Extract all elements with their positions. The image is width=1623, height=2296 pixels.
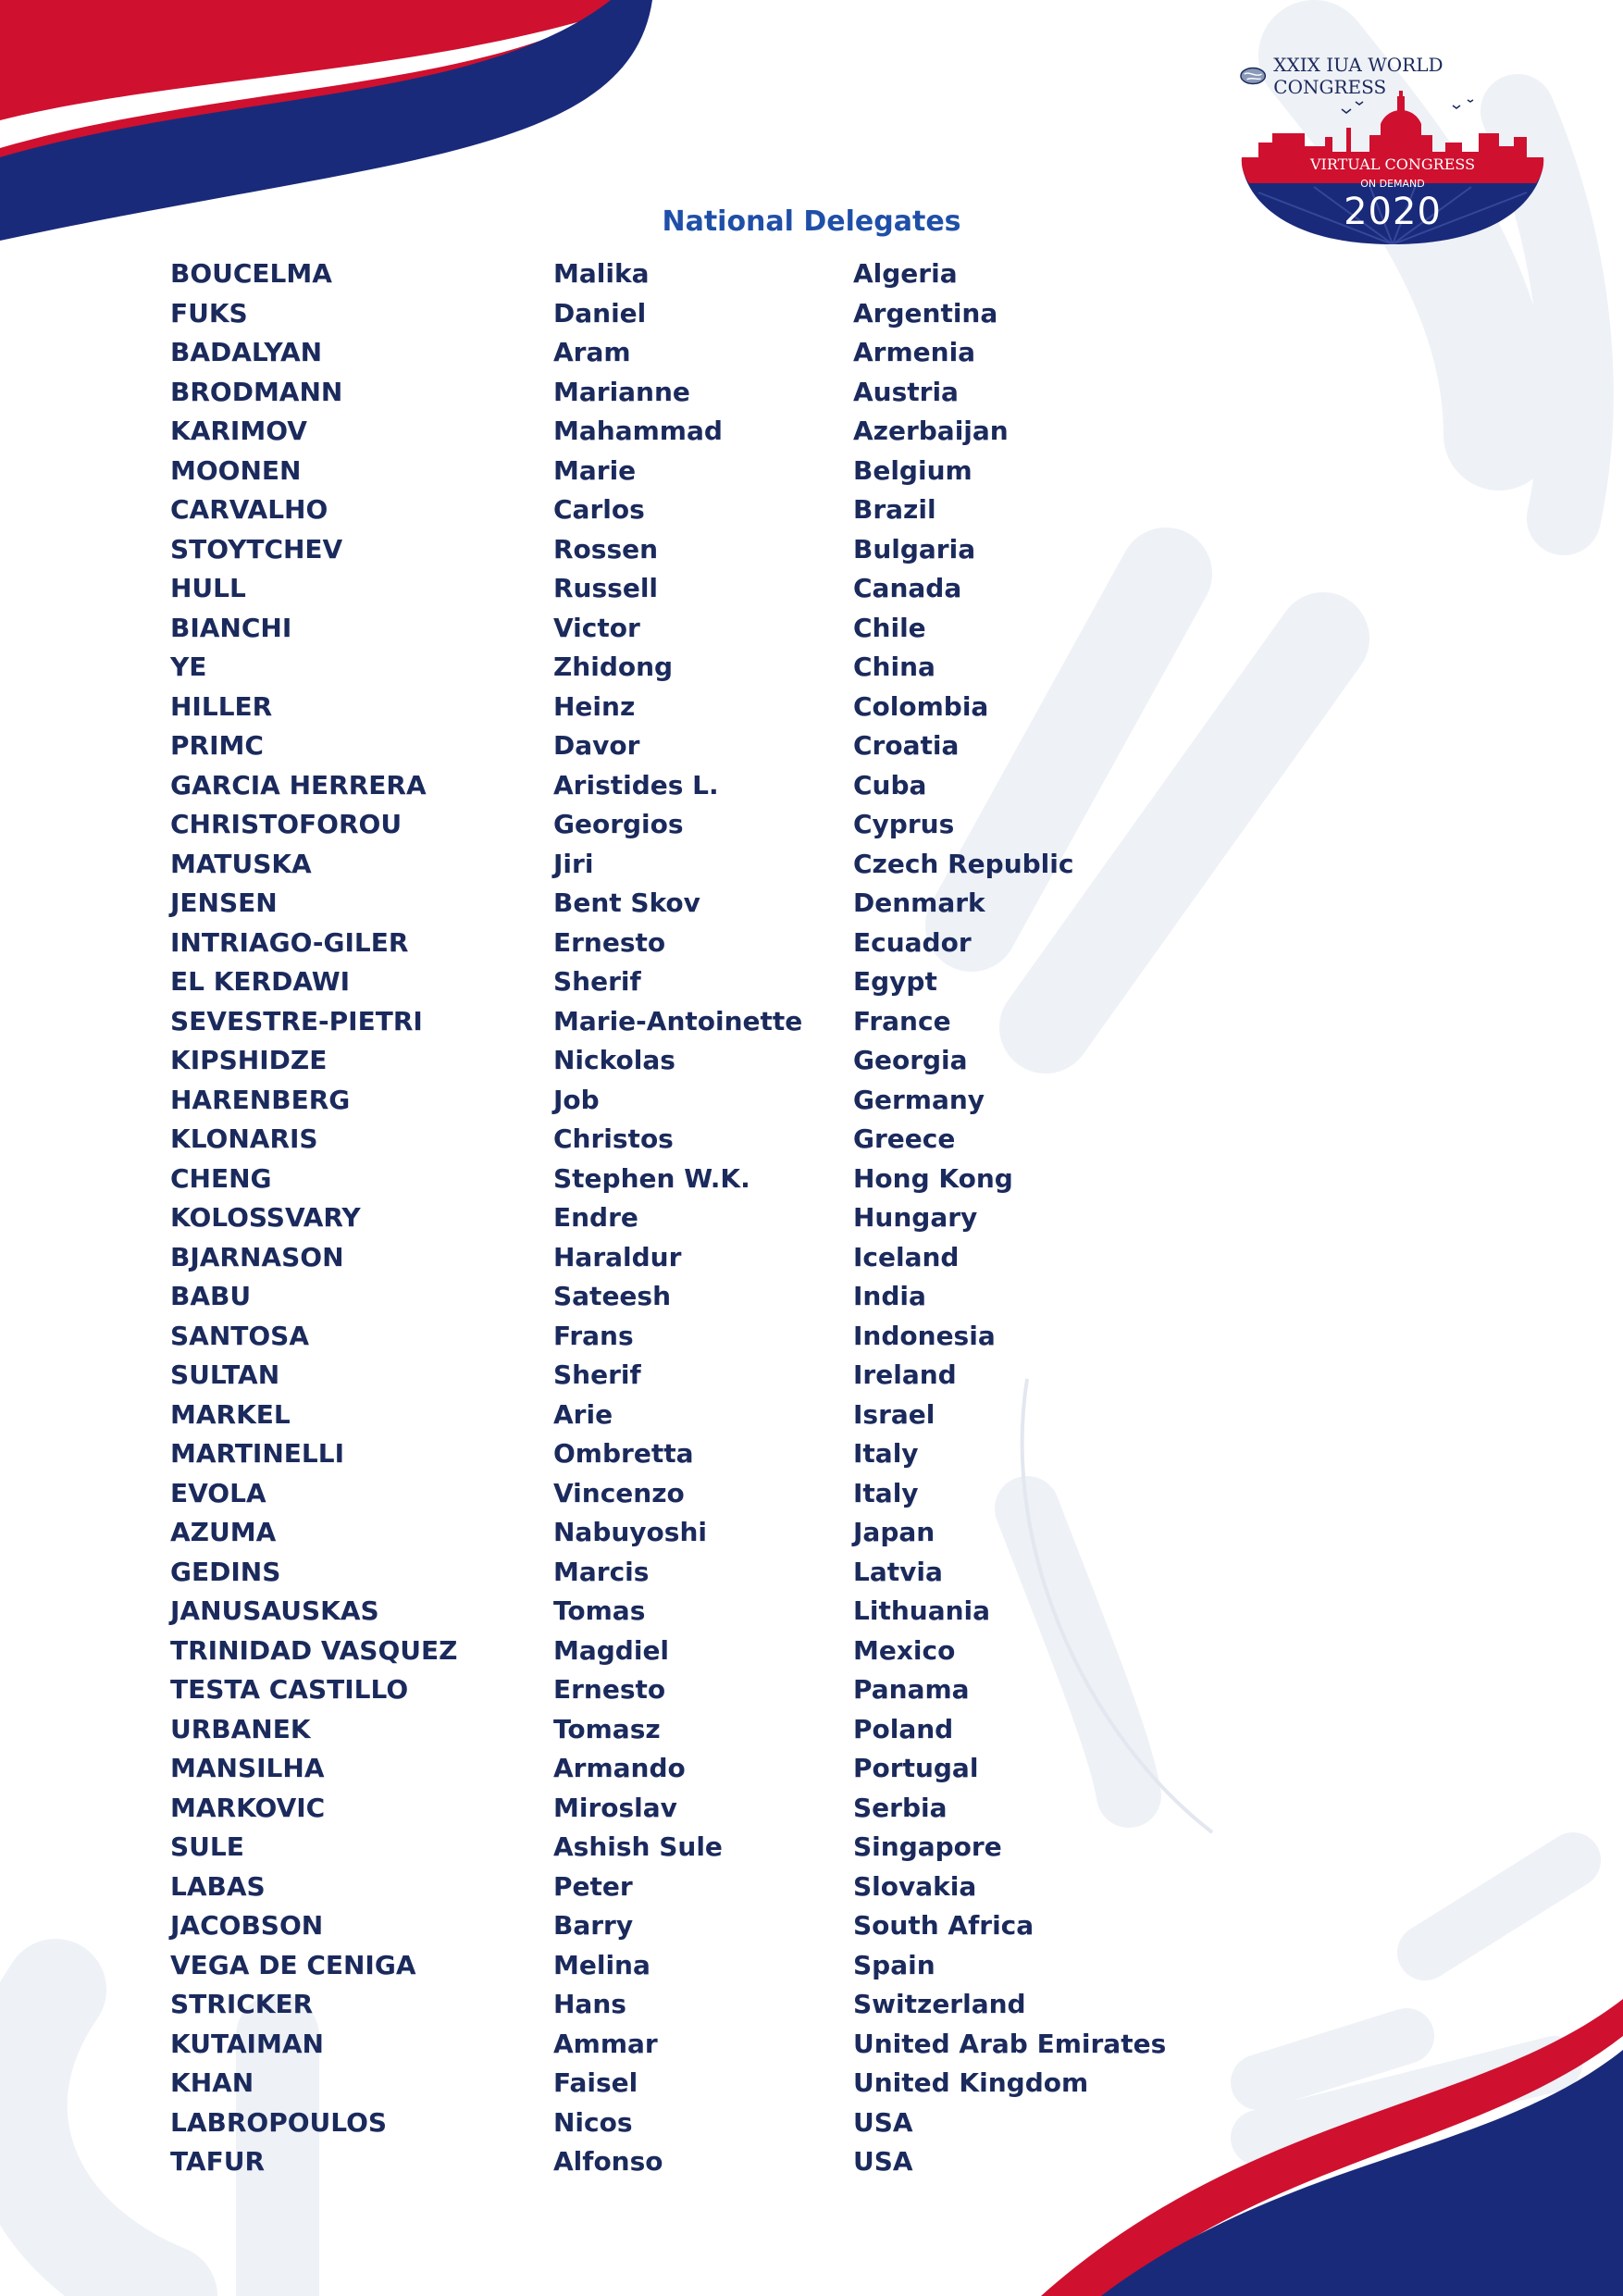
delegate-country: Colombia xyxy=(853,690,989,722)
delegate-country: Switzerland xyxy=(853,1989,1026,2019)
delegate-country: United Kingdom xyxy=(853,2067,1089,2098)
delegate-first-name: Davor xyxy=(553,730,640,761)
delegate-last-name: TAFUR xyxy=(170,2146,266,2177)
page-title: National Delegates xyxy=(662,205,961,238)
delegate-first-name: Melina xyxy=(553,1949,650,1980)
delegate-first-name: Peter xyxy=(553,1870,633,1902)
delegate-first-name: Zhidong xyxy=(553,652,674,682)
delegate-last-name: HILLER xyxy=(170,690,273,722)
delegate-first-name: Frans xyxy=(553,1320,634,1351)
delegate-first-name: Marie-Antoinette xyxy=(553,1005,803,1036)
delegate-country: Singapore xyxy=(853,1831,1002,1862)
delegate-first-name: Carlos xyxy=(553,494,645,525)
delegate-last-name: BADALYAN xyxy=(170,337,323,367)
delegate-first-name: Alfonso xyxy=(553,2146,663,2177)
delegate-country: Czech Republic xyxy=(853,848,1074,879)
delegate-country: South Africa xyxy=(853,1910,1035,1941)
delegate-last-name: GEDINS xyxy=(170,1556,281,1587)
delegate-country: Georgia xyxy=(853,1045,968,1075)
delegate-country: Denmark xyxy=(853,887,985,918)
delegate-last-name: STOYTCHEV xyxy=(170,533,343,565)
delegate-country: Slovakia xyxy=(853,1870,977,1902)
delegate-first-name: Jiri xyxy=(553,848,594,879)
delegate-country: Canada xyxy=(853,573,962,603)
delegate-first-name: Endre xyxy=(553,1202,638,1233)
last-name-column xyxy=(170,254,457,2182)
delegate-last-name: BOUCELMA xyxy=(170,258,332,289)
delegate-first-name: Marianne xyxy=(553,376,690,407)
globe-icon xyxy=(1240,67,1266,85)
delegate-last-name: TESTA CASTILLO xyxy=(170,1674,409,1705)
delegate-country: France xyxy=(853,1005,951,1036)
delegate-country: Italy xyxy=(853,1477,919,1508)
delegate-last-name: INTRIAGO-GILER xyxy=(170,926,409,958)
delegate-first-name: Marcis xyxy=(553,1556,650,1587)
delegate-country: Azerbaijan xyxy=(853,416,1009,446)
delegate-country: Portugal xyxy=(853,1753,979,1783)
delegate-last-name: SULTAN xyxy=(170,1359,280,1390)
delegate-first-name: Sateesh xyxy=(553,1281,672,1311)
delegate-first-name: Ernesto xyxy=(553,926,666,958)
delegate-first-name: Sherif xyxy=(553,1359,641,1390)
delegate-first-name: Christos xyxy=(553,1123,674,1154)
delegate-first-name: Aristides L. xyxy=(553,769,719,800)
delegate-last-name: HARENBERG xyxy=(170,1084,351,1115)
delegate-last-name: BJARNASON xyxy=(170,1241,344,1272)
delegate-first-name: Vincenzo xyxy=(553,1477,685,1508)
delegate-first-name: Malika xyxy=(553,258,650,289)
delegate-last-name: MOONEN xyxy=(170,454,302,486)
delegate-last-name: VEGA DE CENIGA xyxy=(170,1949,416,1980)
delegate-country: Austria xyxy=(853,376,959,407)
delegate-first-name: Tomasz xyxy=(553,1713,661,1744)
delegate-first-name: Bent Skov xyxy=(553,887,700,918)
delegate-country: Cuba xyxy=(853,769,927,800)
delegate-last-name: AZUMA xyxy=(170,1517,277,1547)
delegate-country: Hong Kong xyxy=(853,1162,1013,1194)
delegate-country: Latvia xyxy=(853,1556,943,1587)
delegate-last-name: KUTAIMAN xyxy=(170,2028,324,2059)
delegate-country: Germany xyxy=(853,1084,985,1115)
delegate-country: Chile xyxy=(853,612,926,643)
delegate-last-name: JANUSAUSKAS xyxy=(170,1595,379,1626)
delegate-country: Lithuania xyxy=(853,1595,991,1626)
delegate-first-name: Nabuyoshi xyxy=(553,1517,707,1547)
delegate-last-name: CHRISTOFOROU xyxy=(170,809,403,839)
delegate-last-name: PRIMC xyxy=(170,730,264,761)
delegate-country: Israel xyxy=(853,1398,935,1430)
delegate-first-name: Mahammad xyxy=(553,416,723,446)
delegate-country: Bulgaria xyxy=(853,533,976,565)
delegate-country: Spain xyxy=(853,1949,935,1980)
delegate-country: Greece xyxy=(853,1123,956,1154)
delegate-first-name: Miroslav xyxy=(553,1792,677,1823)
delegate-first-name: Georgios xyxy=(553,809,684,839)
delegate-country: Iceland xyxy=(853,1241,960,1272)
delegate-first-name: Ammar xyxy=(553,2028,658,2059)
delegate-first-name: Ernesto xyxy=(553,1674,666,1705)
delegate-last-name: URBANEK xyxy=(170,1713,311,1744)
delegate-last-name: KARIMOV xyxy=(170,416,307,446)
delegate-last-name: CARVALHO xyxy=(170,494,328,525)
delegate-country: Italy xyxy=(853,1438,919,1469)
delegate-country: United Arab Emirates xyxy=(853,2028,1167,2059)
delegate-country: Mexico xyxy=(853,1634,956,1666)
first-name-column xyxy=(553,254,802,2182)
logo-tagline: ON DEMAND xyxy=(1360,178,1425,190)
delegate-first-name: Armando xyxy=(553,1753,686,1783)
delegate-last-name: MARTINELLI xyxy=(170,1438,345,1469)
delegate-last-name: SEVESTRE-PIETRI xyxy=(170,1005,423,1036)
delegate-first-name: Magdiel xyxy=(553,1634,670,1666)
delegate-first-name: Stephen W.K. xyxy=(553,1162,750,1194)
delegate-country: Brazil xyxy=(853,494,936,525)
delegate-first-name: Haraldur xyxy=(553,1241,682,1272)
delegate-country: Serbia xyxy=(853,1792,948,1823)
delegate-last-name: GARCIA HERRERA xyxy=(170,769,427,800)
delegate-country: Ireland xyxy=(853,1359,957,1390)
delegate-last-name: MARKEL xyxy=(170,1398,291,1430)
delegate-country: Indonesia xyxy=(853,1320,996,1351)
delegate-last-name: YE xyxy=(170,652,207,682)
logo-header xyxy=(1240,54,1545,98)
delegate-first-name: Marie xyxy=(553,454,637,486)
delegate-last-name: TRINIDAD VASQUEZ xyxy=(170,1634,458,1666)
delegate-last-name: CHENG xyxy=(170,1162,272,1194)
delegate-last-name: SANTOSA xyxy=(170,1320,310,1351)
delegate-country: Japan xyxy=(853,1517,935,1547)
logo-year: 2020 xyxy=(1344,191,1442,233)
delegate-last-name: MANSILHA xyxy=(170,1753,325,1783)
delegate-last-name: BIANCHI xyxy=(170,612,292,643)
delegate-country: Croatia xyxy=(853,730,960,761)
delegate-last-name: EL KERDAWI xyxy=(170,966,351,997)
delegate-first-name: Barry xyxy=(553,1910,634,1941)
delegate-country: Hungary xyxy=(853,1202,978,1233)
delegate-country: Ecuador xyxy=(853,926,972,958)
delegate-first-name: Victor xyxy=(553,612,640,643)
delegate-first-name: Ombretta xyxy=(553,1438,694,1469)
delegate-last-name: KHAN xyxy=(170,2067,254,2098)
logo-title: XXIX IUA WORLD CONGRESS xyxy=(1273,54,1443,98)
delegate-first-name: Faisel xyxy=(553,2067,638,2098)
delegate-first-name: Arie xyxy=(553,1398,613,1430)
delegate-last-name: MATUSKA xyxy=(170,848,312,879)
delegate-first-name: Heinz xyxy=(553,690,636,722)
country-column xyxy=(853,254,1166,2182)
delegate-last-name: LABROPOULOS xyxy=(170,2106,388,2138)
delegate-first-name: Russell xyxy=(553,573,659,603)
delegate-last-name: FUKS xyxy=(170,297,248,329)
delegate-country: Poland xyxy=(853,1713,954,1744)
delegate-last-name: SULE xyxy=(170,1831,244,1862)
delegate-country: Algeria xyxy=(853,258,958,289)
delegate-first-name: Aram xyxy=(553,337,631,367)
delegate-last-name: MARKOVIC xyxy=(170,1792,326,1823)
delegate-first-name: Nickolas xyxy=(553,1045,675,1075)
delegate-last-name: JENSEN xyxy=(170,887,278,918)
delegate-last-name: STRICKER xyxy=(170,1989,314,2019)
delegate-first-name: Hans xyxy=(553,1989,626,2019)
delegate-country: Armenia xyxy=(853,337,976,367)
delegate-first-name: Sherif xyxy=(553,966,641,997)
delegate-country: Belgium xyxy=(853,454,973,486)
delegate-country: Cyprus xyxy=(853,809,955,839)
delegate-first-name: Tomas xyxy=(553,1595,646,1626)
delegate-country: USA xyxy=(853,2106,913,2138)
delegate-first-name: Ashish Sule xyxy=(553,1831,723,1862)
delegate-last-name: BRODMANN xyxy=(170,376,343,407)
delegate-last-name: BABU xyxy=(170,1281,252,1311)
delegate-last-name: LABAS xyxy=(170,1870,266,1902)
delegate-country: Egypt xyxy=(853,966,937,997)
delegate-country: China xyxy=(853,652,935,682)
delegate-country: Panama xyxy=(853,1674,970,1705)
delegate-last-name: HULL xyxy=(170,573,246,603)
delegate-last-name: JACOBSON xyxy=(170,1910,324,1941)
delegate-first-name: Nicos xyxy=(553,2106,633,2138)
delegate-last-name: KIPSHIDZE xyxy=(170,1045,328,1075)
delegate-last-name: KLONARIS xyxy=(170,1123,318,1154)
logo-subtitle: VIRTUAL CONGRESS xyxy=(1309,155,1476,173)
delegate-first-name: Rossen xyxy=(553,533,659,565)
delegate-first-name: Job xyxy=(553,1084,600,1115)
delegate-last-name: EVOLA xyxy=(170,1477,266,1508)
delegate-country: USA xyxy=(853,2146,913,2177)
delegate-country: Argentina xyxy=(853,297,998,329)
delegate-first-name: Daniel xyxy=(553,297,647,329)
delegate-last-name: KOLOSSVARY xyxy=(170,1202,361,1233)
delegate-country: India xyxy=(853,1281,926,1311)
